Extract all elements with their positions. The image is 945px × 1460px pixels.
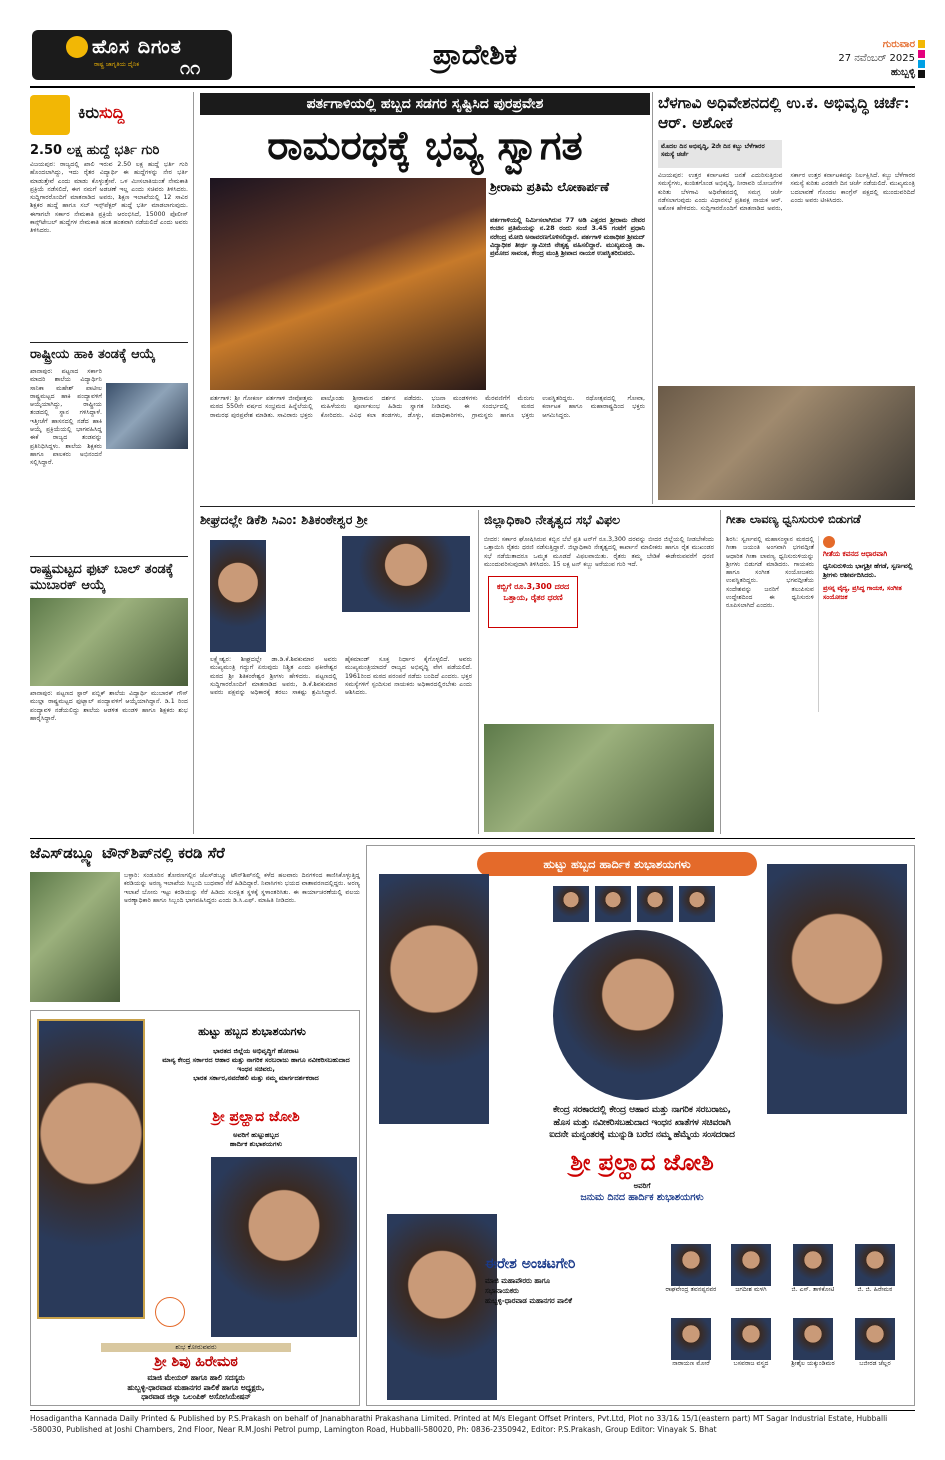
- jsw-body: ಬಳ್ಳಾರಿ: ಸಂಡೂರಿನ ತೋರಣಗಲ್ಲಿನ ಜೆಎಸ್‌ಡಬ್ಲ್ಯೂ ಟೌನ್‌ಶಿಪ್‌ನಲ್ಲಿ ಕಳೆದ ಹಲವಾರು ದಿನಗಳಿಂದ ಕಾಣಿಸಿಕೊಳ್ಳುತ್ತಿದ್ದ ಕರಡಿಯನ್ನು ಅರಣ್ಯ ಇಲಾಖೆಯ ಸಿಬ್ಬಂದಿ ಬುಧವಾರ ಸೆರೆ ಹಿಡಿದಿದ್ದಾರೆ. ನಿವಾಸಿಗಳು ಭಯದ ವಾತಾವರಣದಲ್ಲಿದ್ದರು. ಅರಣ್ಯ ಇಲಾಖೆ ಬೋನು ಇಟ್ಟು ಕರಡಿಯನ್ನು ಸೆರೆ ಹಿಡಿದು ಸುರಕ್ಷಿತ ಸ್ಥಳಕ್ಕೆ ಸ್ಥಳಾಂತರಿಸಿತು. ಈ ಕಾರ್ಯಾಚರಣೆಯಲ್ಲಿ ವಲಯ ಅರಣ್ಯಾಧಿಕಾರಿ ಹಾಗೂ ಸಿಬ್ಬಂದಿ ಭಾಗವಹಿಸಿದ್ದರು ಎಂದು ಡಿ.ಸಿ.ಎಫ್. ಮಾಹಿತಿ ನೀಡಿದರು.: [124, 872, 360, 904]
- kirusuddhi-label-b: ಸುದ್ದಿ: [99, 103, 125, 122]
- kirusuddhi-title: [78, 103, 124, 123]
- shivu-hiremath-photo: [211, 1157, 357, 1337]
- farmers-protest-photo: [484, 724, 714, 832]
- supporter-photo: [731, 1318, 771, 1360]
- joshi-standing-photo: [767, 864, 907, 1114]
- dc-headline: ಜಿಲ್ಲಾಧಿಕಾರಿ ನೇತೃತ್ವದ ಸಭೆ ವಿಫಲ: [484, 512, 621, 527]
- geetha-body: ಶಿರಸಿ: ಸ್ವರ್ಣವಲ್ಲಿ ಮಹಾಸಂಸ್ಥಾನ ಮಠದಲ್ಲಿ ಗೀತಾ ಜಯಂತಿ ಅಂಗವಾಗಿ ಭಗವದ್ಗೀತೆ ಆಧಾರಿತ ಗೀತಾ ಲಾವಣ್ಯ ಧ್ವನಿಸುರುಳಿಯನ್ನು ಶ್ರೀಗಳು ಬಿಡುಗಡೆ ಮಾಡಿದರು. ಗಾಯಕರು ಹಾಗೂ ಸಂಗೀತ ಸಂಯೋಜಕರು ಉಪಸ್ಥಿತರಿದ್ದರು. ಭಗವದ್ಗೀತೆಯ ಸಂದೇಶವನ್ನು ಜನರಿಗೆ ತಲುಪಿಸುವ ಉದ್ದೇಶದಿಂದ ಈ ಧ್ವನಿಸುರುಳಿ ರೂಪಿಸಲಾಗಿದೆ ಎಂದರು.: [726, 536, 814, 610]
- supporter: [847, 1318, 903, 1367]
- supporter-name: ರಾಘವೇಂದ್ರ ತವನಪ್ಪನವರ: [665, 1286, 717, 1293]
- left-ad-wisher: ಶ್ರೀ ಶಿವು ಹಿರೇಮಠ: [154, 1354, 238, 1370]
- registration-swatch: [918, 40, 925, 48]
- left-ad-wisher-details: [71, 1373, 321, 1402]
- dk-shivakumar-photo: [342, 536, 470, 612]
- lead-kicker: ಪರ್ತಗಾಳಿಯಲ್ಲಿ ಹಬ್ಬದ ಸಡಗರ ಸೃಷ್ಟಿಸಿದ ಪುರಪ್ರವೇಶ: [200, 93, 650, 115]
- left-ad-text: [161, 1047, 351, 1083]
- supporter-name: ನಾರಾಯಣ ಮೋರೆ: [672, 1360, 710, 1367]
- swamiji-photo: [210, 540, 266, 652]
- modi-photo: [379, 874, 489, 1124]
- logo-tagline: ರಾಷ್ಟ್ರ ಜಾಗೃತಿಯ ದೈನಿಕ: [94, 61, 140, 68]
- kirusuddhi-header: [30, 95, 180, 139]
- left-ad-wisher-label: ಶುಭ ಕೋರುವವರು: [101, 1343, 291, 1352]
- divider: [30, 838, 915, 839]
- registration-swatch: [918, 60, 925, 68]
- right-ad-wish-a: ಅವರಿಗೆ: [633, 1182, 651, 1190]
- left-ad-line: ಮಾಜಿ ಮೇಯರ್ ಹಾಗೂ ಹಾಲಿ ಸದಸ್ಯರು: [147, 1373, 245, 1382]
- supporter-name: ಬಜೀರಡ ಜೆಲ್ಲರ: [859, 1360, 891, 1367]
- supporter: [663, 1244, 719, 1293]
- right-ad-text: [467, 1104, 817, 1142]
- football-team-photo: [30, 598, 188, 686]
- supporter-photo: [671, 1318, 711, 1360]
- supporter: [847, 1244, 903, 1293]
- leader-photo: [637, 886, 673, 922]
- story-headline: ರಾಷ್ಟ್ರಮಟ್ಟದ ಫುಟ್ ಬಾಲ್ ತಂಡಕ್ಕೆ ಮುಬಾರಕ್ ಆಯ್ಕೆ: [30, 562, 174, 593]
- ramaratha-photo: [210, 178, 486, 390]
- section-title: ಪ್ರಾದೇಶಿಕ: [432, 38, 518, 71]
- supporter: [663, 1318, 719, 1367]
- left-ad-line: ಭಾರತ ಸರ್ಕಾರ,ನವದೆಹಲಿ ಮತ್ತು ನಮ್ಮ ಮಾರ್ಗದರ್ಶಕರಾದ: [193, 1074, 319, 1082]
- right-ad-line: ಕೇಂದ್ರ ಸರಕಾರದಲ್ಲಿ ಕೇಂದ್ರ ಆಹಾರ ಮತ್ತು ನಾಗರಿಕ ಸರಬರಾಜು,: [552, 1105, 732, 1115]
- logo-text: ಹೊಸ ದಿಗಂತ: [92, 36, 182, 58]
- left-ad-line: ಮಾನ್ಯ ಕೇಂದ್ರ ಸರ್ಕಾರದ ಆಹಾರ ಮತ್ತು ನಾಗರಿಕ ಸರಬರಾಜು ಹಾಗೂ ನವೀಕರಿಸಬಹುದಾದ ಇಂಧನ ಸಚಿವರು,: [162, 1056, 350, 1073]
- supporter-photo: [731, 1244, 771, 1286]
- right-ad-wisher-details: [485, 1276, 655, 1306]
- supporter-name: ಜಗದೀಶ ಮಳಗಿ: [735, 1286, 767, 1293]
- right-ad-line: ಮಾಜಿ ಮಹಾಪೌರರು ಹಾಗೂ: [485, 1277, 550, 1285]
- supporter: [785, 1318, 841, 1367]
- left-ad-line: ಅವರಿಗೆ ಹುಟ್ಟುಹಬ್ಬದ: [233, 1131, 279, 1139]
- story-body-continued: [30, 460, 188, 552]
- supporter: [723, 1318, 779, 1367]
- left-ad-greeting: ಹುಟ್ಟು ಹಬ್ಬದ ಶುಭಾಶಯಗಳು: [149, 1021, 355, 1043]
- column-rule: [478, 510, 479, 834]
- left-ad-line: ಹಾರ್ದಿಕ ಶುಭಾಶಯಗಳು: [229, 1140, 283, 1148]
- leader-photo: [553, 886, 589, 922]
- belagavi-body: ವಿಜಯಪುರ: ಉತ್ತರ ಕರ್ನಾಟಕದ ಜನತೆ ಎದುರಿಸುತ್ತಿರುವ ಸಮಸ್ಯೆಗಳು, ಕುಂಠಿತಗೊಂಡ ಅಭಿವೃದ್ಧಿ, ನೀರಾವರಿ ಯೋಜನೆಗಳ ಕುರಿತು ಬೆಳಗಾವಿ ಅಧಿವೇಶನದಲ್ಲಿ ಸಮಗ್ರ ಚರ್ಚೆ ನಡೆಸಲಾಗುವುದು ಎಂದು ವಿಧಾನಸಭೆ ಪ್ರತಿಪಕ್ಷ ನಾಯಕ ಆರ್. ಅಶೋಕ ಹೇಳಿದರು. ಸುದ್ದಿಗಾರರೊಂದಿಗೆ ಮಾತನಾಡಿದ ಅವರು, ಸರ್ಕಾರ ಉತ್ತರ ಕರ್ನಾಟಕವನ್ನು ನಿರ್ಲಕ್ಷಿಸಿದೆ. ಕಬ್ಬು ಬೆಳೆಗಾರರ ಸಮಸ್ಯೆ ಕುರಿತು ಎರಡನೇ ದಿನ ಚರ್ಚೆ ನಡೆಯಲಿದೆ. ಮುಖ್ಯಮಂತ್ರಿ ಬದಲಾವಣೆ ಗೊಂದಲ ಕಾಂಗ್ರೆಸ್ ಪಕ್ಷದಲ್ಲಿ ಮುಂದುವರಿದಿದೆ ಎಂದು ಅವರು ಟೀಕಿಸಿದರು.: [658, 172, 915, 213]
- right-ad-wisher: ಈರೇಶ ಅಂಚಟಗೇರಿ: [485, 1256, 576, 1272]
- city: ಹುಬ್ಬಳ್ಳಿ: [890, 67, 915, 78]
- supporter-photo: [855, 1244, 895, 1286]
- eresh-anchatageri-photo: [387, 1214, 497, 1400]
- geetha-box-title: ಗೀತೆಯ ಕವನದ ಆಧಾರವಾಗಿ: [823, 550, 888, 558]
- right-ad-wish-b: ಜನುಮ ದಿನದ ಹಾರ್ದಿಕ ಶುಭಾಶಯಗಳು: [580, 1192, 704, 1203]
- story-body: ವಿಜಯಪುರ: ರಾಜ್ಯದಲ್ಲಿ ಖಾಲಿ ಇರುವ 2.50 ಲಕ್ಷ ಹುದ್ದೆ ಭರ್ತಿ ಗುರಿ ಹೊಂದಲಾಗಿದ್ದು, ಇದು ರೈತರ ವಿದ್ಯಾರ್ಥಿ ಈ ಹುದ್ದೆಗಳನ್ನು ನೇರ ಭರ್ತಿ ಮಾಡುತ್ತೇವೆ ಎಂದು ಮಾಡು ಕೊಳ್ಳುತ್ತೇವೆ. ಒಳ ಮೀಸಲಾತಿಯಂತೆ ನೇಮಕಾತಿ ಪ್ರಕ್ರಿಯೆ ನಡೆಸಲಿದೆ, ಈಗ ನಮಗೆ ಅಡಚಣೆ ಇಲ್ಲ ಎಂದು ಸಚಿವರು ತಿಳಿಸಿದರು. ಸುದ್ದಿಗಾರರೊಂದಿಗೆ ಮಾತನಾಡಿದ ಅವರು, ಶಿಕ್ಷಣ ಇಲಾಖೆಯಲ್ಲಿ 12 ಸಾವಿರ ಶಿಕ್ಷಕರ ಹುದ್ದೆ ಹಾಗೂ ಸಬ್ ಇನ್ಸ್‌ಪೆಕ್ಟರ್ ಹುದ್ದೆ ಭರ್ತಿ ಮಾಡಲಾಗುವುದು. ಈಗಾಗಲೇ ಸರ್ಕಾರ ನೇಮಕಾತಿ ಪ್ರಕ್ರಿಯೆ ಆರಂಭಿಸಿದೆ, 15000 ಪೊಲೀಸ್ ಕಾನ್ಸ್‌ಟೇಬಲ್ ಹುದ್ದೆಗಳ ನೇಮಕಾತಿ ಹಂತ ಹಂತವಾಗಿ ನಡೆಯಲಿದೆ ಎಂದು ಅವರು ತಿಳಿಸಿದರು.: [30, 161, 188, 235]
- column-rule: [193, 92, 194, 834]
- right-ad-greeting: ಹುಟ್ಟು ಹಬ್ಬದ ಹಾರ್ದಿಕ ಶುಭಾಶಯಗಳು: [477, 852, 757, 876]
- story-headline: 2.50 ಲಕ್ಷ ಹುದ್ದೆ ಭರ್ತಿ ಗುರಿ: [30, 143, 160, 158]
- lead-headline: ರಾಮರಥಕ್ಕೆ ಭವ್ಯ ಸ್ವಾಗತ: [267, 122, 583, 169]
- left-ad-line: ಭಾರತದ ಜಿಲ್ಲೆಯ ಅಭಿವೃದ್ಧಿಗೆ ಹೋರಾಟ: [213, 1047, 299, 1055]
- right-ad-name: ಶ್ರೀ ಪ್ರಲ್ಹಾದ ಜೋಶಿ: [570, 1149, 714, 1176]
- masthead-rule: [30, 86, 915, 88]
- supporter-photo: [671, 1244, 711, 1286]
- kirusuddhi-label-a: ಕಿರು: [78, 103, 100, 122]
- joshi-smiling-photo: [553, 930, 723, 1100]
- supporters-grid: [663, 1244, 913, 1404]
- right-ad-line: ಸಭಾನಾಯಕರು: [485, 1287, 519, 1295]
- color-registration-marks: [918, 40, 928, 100]
- left-ad-wish: [161, 1131, 351, 1149]
- shirahatti-headline: ಶೀಘ್ರದಲ್ಲೇ ಡಿಕೆಶಿ ಸಿಎಂ: ಶಿತಿಕಂಠೇಶ್ವರ ಶ್ರೀ: [200, 512, 368, 527]
- side-title: ಶ್ರೀರಾಮ ಪ್ರತಿಮೆ ಲೋಕಾರ್ಪಣೆ: [490, 180, 610, 194]
- leader-photo: [679, 886, 715, 922]
- jsw-headline: ಜೆಎಸ್‌ಡಬ್ಲ್ಯೂ ಟೌನ್‌ಶಿಪ್‌ನಲ್ಲಿ ಕರಡಿ ಸೆರೆ: [30, 844, 225, 862]
- lead-body: ಪರ್ತಗಾಳಿ: ಶ್ರೀ ಗೋಕರ್ಣ ಪರ್ತಗಾಳಿ ಜೀವೋತ್ತಮ ಮಠದ 550ನೇ ವರ್ಷದ ಸಂಭ್ರಮದ ಹಿನ್ನೆಲೆಯಲ್ಲಿ ರಾಮರಥ ಪುರಪ್ರವೇಶ ಮಾಡಿತು. ಸಾವಿರಾರು ಭಕ್ತರು ಪಾಲ್ಗೊಂಡು ಶ್ರೀರಾಮನ ದರ್ಶನ ಪಡೆದರು. ಮಹಿಳೆಯರು ಪೂರ್ಣಕುಂಭ ಹಿಡಿದು ಸ್ವಾಗತ ಕೋರಿದರು. ವಿವಿಧ ಕಲಾ ತಂಡಗಳು, ಡೊಳ್ಳು, ಭಜನಾ ಮಂಡಳಿಗಳು ಮೆರವಣಿಗೆಗೆ ಮೆರುಗು ನೀಡಿದವು. ಈ ಸಂದರ್ಭದಲ್ಲಿ ಮಠದ ಪದಾಧಿಕಾರಿಗಳು, ಗ್ರಾಮಸ್ಥರು ಹಾಗೂ ಭಕ್ತರು ಉಪಸ್ಥಿತರಿದ್ದರು. ರಥೋತ್ಸವದಲ್ಲಿ ಗೋವಾ, ಕರ್ನಾಟಕ ಹಾಗೂ ಮಹಾರಾಷ್ಟ್ರದಿಂದ ಭಕ್ತರು ಆಗಮಿಸಿದ್ದರು.: [210, 395, 645, 419]
- footer-rule: [30, 1410, 915, 1411]
- imprint-line: Hosadigantha Kannada Daily Printed & Published by P.S.Prakash on behalf of Jnanabharathi Prakashana Limited. Printed at M/s Elegant Offset Printers, Pvt.Ltd, Plot no 33/1& 15/1(eastern part) MT Sagar Industrial Estate, Hubballi -580030, Published at Joshi Chambers, 2nd Floor, Near R.M.Joshi Petrol pump, Lamington Road, Hubballi-580020, Ph: 0836-2350942, Editor: P.S.Prakash, Group Editor: Vinayak S. Bhat: [30, 1414, 888, 1434]
- pointing-hand-icon: [30, 95, 70, 135]
- lotus-emblem-icon: [155, 1297, 185, 1327]
- student-photo: [106, 383, 188, 449]
- masthead-logo: [32, 30, 232, 80]
- divider: [30, 342, 188, 343]
- supporter: [785, 1244, 841, 1293]
- logo-emblem-icon: [66, 36, 88, 58]
- date: 27 ನವೆಂಬರ್ 2025: [838, 53, 915, 64]
- side-body: ಪರ್ತಗಾಳಿಯಲ್ಲಿ ನಿರ್ಮಿಸಲಾಗಿರುವ 77 ಅಡಿ ಎತ್ತರದ ಶ್ರೀರಾಮ ದೇವರ ಕಂಚಿನ ಪ್ರತಿಮೆಯನ್ನು ನ.28 ರಂದು ಸಂಜೆ 3.45 ಗಂಟೆಗೆ ಪ್ರಧಾನಿ ನರೇಂದ್ರ ಮೋದಿ ಅನಾವರಣಗೊಳಿಸಲಿದ್ದಾರೆ. ಪರ್ತಗಾಳಿ ಮಠಾಧೀಶ ಶ್ರೀಮದ್ ವಿದ್ಯಾಧೀಶ ತೀರ್ಥ ಸ್ವಾಮೀಜಿ ನೇತೃತ್ವ ವಹಿಸಲಿದ್ದಾರೆ. ಮುಖ್ಯಮಂತ್ರಿ ಡಾ. ಪ್ರಮೋದ ಸಾವಂತ, ಕೇಂದ್ರ ಮಂತ್ರಿ ಶ್ರೀಪಾದ ನಾಯಕ ಉಪಸ್ಥಿತರಿರುವರು.: [490, 216, 645, 258]
- music-note-icon: [823, 536, 835, 548]
- dc-callout: ಕಬ್ಬಿಗೆ ರೂ.3,300 ದರದ ಒತ್ತಾಯ, ರೈತರ ಧರಣಿ: [488, 576, 578, 628]
- ashoka-photo: [658, 386, 915, 500]
- geetha-headline: ಗೀತಾ ಲಾವಣ್ಯ ಧ್ವನಿಸುರುಳಿ ಬಿಡುಗಡೆ: [726, 512, 861, 526]
- column-rule: [652, 92, 653, 504]
- supporter-photo: [855, 1318, 895, 1360]
- weekday: ಗುರುವಾರ: [882, 39, 915, 50]
- supporter-name: ಶ್ರೀಶೈಲ ಯಕ್ಕುಂಡಿಮಠ: [791, 1360, 835, 1367]
- leader-photo: [595, 886, 631, 922]
- right-ad-line: ಐದನೇ ಮನ್ವಂತರಕ್ಕೆ ಮುನ್ನುಡಿ ಬರೆದ ನಮ್ಮ ಹೆಮ್ಮೆಯ ಸಂಸದರಾದ: [549, 1130, 735, 1140]
- divider: [30, 556, 188, 557]
- supporter: [723, 1244, 779, 1293]
- supporter-name: ಬಸವರಾಜ ವಸ್ತ್ರದ: [733, 1360, 769, 1367]
- registration-swatch: [918, 50, 925, 58]
- left-ad-name: ಶ್ರೀ ಪ್ರಲ್ಹಾದ ಜೋಶಿ: [212, 1109, 300, 1125]
- right-ad-line: ಹೊಸ ಮತ್ತು ನವೀಕರಿಸಬಹುದಾದ ಇಂಧನ ಖಾತೆಗಳ ಸಚಿವರಾಗಿ: [553, 1117, 731, 1128]
- supporter-photo: [793, 1318, 833, 1360]
- logo-number: ೧೧: [180, 58, 201, 79]
- left-ad-line: ಹುಬ್ಬಳ್ಳಿ-ಧಾರವಾಡ ಮಹಾನಗರ ಪಾಲಿಕೆ ಹಾಗೂ ಅಧ್ಯಕ್ಷರು,: [127, 1382, 265, 1392]
- dateline: [805, 38, 915, 80]
- belagavi-kicker: ಮೊದಲ ದಿನ ಅಭಿವೃದ್ಧಿ, 2ನೇ ದಿನ ಕಬ್ಬು ಬೆಳೆಗಾರರ ಸಮಸ್ಯೆ ಚರ್ಚೆ: [658, 140, 782, 168]
- left-ad-line: ಧಾರವಾಡ ಜಿಲ್ಲಾ ಒಲಂಪಿಕ್ ಅಸೋಸಿಯೇಷನ್: [141, 1392, 251, 1401]
- supporter-name: ಜಿ. ಎಸ್. ತಾಳಿಕೋಟಿ: [791, 1286, 835, 1293]
- right-ad-line: ಹುಬ್ಬಳ್ಳಿ-ಧಾರವಾಡ ಮಹಾನಗರ ಪಾಲಿಕೆ: [485, 1297, 572, 1305]
- belagavi-headline: ಬೆಳಗಾವಿ ಅಧಿವೇಶನದಲ್ಲಿ ಉ.ಕ. ಅಭಿವೃದ್ಧಿ ಚರ್ಚೆ: ಆರ್. ಅಶೋಕ: [658, 93, 910, 132]
- geetha-box-body: ಧ್ವನಿಸುರುಳಿಯ ಭಾಗ್ಯಶ್ರೀ ಹೆಗಡೆ, ಸ್ವರ್ಣವಲ್ಲಿ ಶ್ರೀಗಳು ಆಶೀರ್ವದಿಸಿದರು.: [823, 562, 913, 579]
- right-birthday-ad: [366, 845, 915, 1406]
- geetha-credit: ಪ್ರಸನ್ನ ವೈದ್ಯ, ಪ್ರಸಿದ್ಧ ಗಾಯಕ, ಸಂಗೀತ ಸಂಯೋಜಕ: [823, 584, 902, 601]
- dc-body: ಬೀದರ: ಸರ್ಕಾರ ಘೋಷಿಸಿರುವ ಕಬ್ಬಿನ ಬೆಲೆ ಪ್ರತಿ ಟನ್‌ಗೆ ರೂ.3,300 ದರವನ್ನು ಬೀದರ ಜಿಲ್ಲೆಯಲ್ಲಿ ನೀಡಬೇಕೆಂದು ಒತ್ತಾಯಿಸಿ ರೈತರು ಧರಣಿ ನಡೆಸುತ್ತಿದ್ದಾರೆ. ಜಿಲ್ಲಾಧಿಕಾರಿ ನೇತೃತ್ವದಲ್ಲಿ ಕಾರ್ಖಾನೆ ಮಾಲೀಕರು ಹಾಗೂ ರೈತ ಮುಖಂಡರ ಸಭೆ ನಡೆಯಿತಾದರೂ ಒಮ್ಮತ ಮೂಡದೆ ವಿಫಲವಾಯಿತು. ರೈತರು ತಮ್ಮ ಬೇಡಿಕೆ ಈಡೇರುವವರೆಗೆ ಧರಣಿ ಮುಂದುವರಿಸುವುದಾಗಿ ತಿಳಿಸಿದರು. 15 ಲಕ್ಷ ಟನ್ ಕಬ್ಬು ಅರೆಯುವ ಗುರಿ ಇದೆ.: [484, 536, 714, 568]
- column-rule: [720, 510, 721, 834]
- divider: [200, 506, 915, 507]
- supporter-photo: [793, 1244, 833, 1286]
- story-body: ಖಾನಾಪುರ: ಪಟ್ಟಣದ ಸರ್ಕಾರಿ ಮಾದರಿ ಶಾಲೆಯ ವಿದ್ಯಾರ್ಥಿನಿ ಸಾನಿಕಾ ಮಹೇಶ್ ಪಾಟೀಲ ರಾಷ್ಟ್ರಮಟ್ಟದ ಹಾಕಿ ಪಂದ್ಯಾವಳಿಗೆ ಆಯ್ಕೆಯಾಗಿದ್ದು, ರಾಷ್ಟ್ರೀಯ ತಂಡದಲ್ಲಿ ಸ್ಥಾನ ಗಳಿಸಿದ್ದಾಳೆ. ಇತ್ತೀಚೆಗೆ ಹಾಸನದಲ್ಲಿ ನಡೆದ ಹಾಕಿ ಆಯ್ಕೆ ಪ್ರಕ್ರಿಯೆಯಲ್ಲಿ ಭಾಗವಹಿಸಿದ್ದ ಈಕೆ ರಾಜ್ಯದ ತಂಡವನ್ನು ಪ್ರತಿನಿಧಿಸಿದ್ದಳು. ಶಾಲೆಯ ಶಿಕ್ಷಕರು ಹಾಗೂ ಪಾಲಕರು ಅಭಿನಂದನೆ ಸಲ್ಲಿಸಿದ್ದಾರೆ.: [30, 368, 102, 467]
- supporter-name: ಜಿ. ಜಿ. ಹಿರೇಮಠ: [857, 1286, 893, 1293]
- joshi-portrait: [37, 1019, 145, 1319]
- geetha-info-box: [818, 536, 916, 712]
- registration-swatch: [918, 70, 925, 78]
- story-body: ಖಾನಾಪುರ: ಪಟ್ಟಣದ ಸ್ಟಾರ್ ಪಬ್ಲಿಕ್ ಶಾಲೆಯ ವಿದ್ಯಾರ್ಥಿ ಮುಬಾರಕ್ ಗೌಸ್ ಮುಲ್ಲಾ ರಾಷ್ಟ್ರಮಟ್ಟದ ಫುಟ್ಬಾಲ್ ಪಂದ್ಯಾವಳಿಗೆ ಆಯ್ಕೆಯಾಗಿದ್ದಾನೆ. ಡಿ.1 ರಿಂದ ಪಂದ್ಯಾವಳಿ ನಡೆಯಲಿದ್ದು ಶಾಲೆಯ ಆಡಳಿತ ಮಂಡಳಿ ಹಾಗೂ ಶಿಕ್ಷಕರು ಶುಭ ಹಾರೈಸಿದ್ದಾರೆ.: [30, 690, 188, 722]
- shirahatti-body: ಲಕ್ಷ್ಮೇಶ್ವರ: ಶೀಘ್ರದಲ್ಲೇ ಡಾ.ಡಿ.ಕೆ.ಶಿವಕುಮಾರ ಅವರು ಮುಖ್ಯಮಂತ್ರಿ ಗದ್ದುಗೆ ಏರುವುದು ನಿಶ್ಚಿತ ಎಂದು ಫಕೀರೇಶ್ವರ ಮಠದ ಶ್ರೀ ಶಿತಿಕಂಠೇಶ್ವರ ಶ್ರೀಗಳು ಹೇಳಿದರು. ಪಟ್ಟಣದಲ್ಲಿ ಸುದ್ದಿಗಾರರೊಂದಿಗೆ ಮಾತನಾಡಿದ ಅವರು, ಡಿ.ಕೆ.ಶಿವಕುಮಾರ ಅವರು ಪಕ್ಷವನ್ನು ಅಧಿಕಾರಕ್ಕೆ ತರಲು ಸಾಕಷ್ಟು ಶ್ರಮಿಸಿದ್ದಾರೆ. ಹೈಕಮಾಂಡ್ ಸೂಕ್ತ ನಿರ್ಧಾರ ಕೈಗೊಳ್ಳಲಿದೆ. ಅವರು ಮುಖ್ಯಮಂತ್ರಿಯಾದರೆ ರಾಜ್ಯದ ಅಭಿವೃದ್ಧಿ ವೇಗ ಪಡೆಯಲಿದೆ. 1961ರಿಂದ ಮಠದ ಪರಂಪರೆ ನಡೆದು ಬಂದಿದೆ ಎಂದರು. ಭಕ್ತರ ಸಮಸ್ಯೆಗಳಿಗೆ ಸ್ಪಂದಿಸುವ ನಾಯಕರು ಅಧಿಕಾರದಲ್ಲಿರಬೇಕು ಎಂದು ಆಶಿಸಿದರು.: [210, 656, 472, 697]
- left-birthday-ad: [30, 1010, 360, 1406]
- leader-photo-row: [553, 886, 713, 926]
- bear-capture-photo: [30, 872, 120, 1002]
- story-headline: ರಾಷ್ಟ್ರೀಯ ಹಾಕಿ ತಂಡಕ್ಕೆ ಆಯ್ಕೆ: [30, 347, 156, 362]
